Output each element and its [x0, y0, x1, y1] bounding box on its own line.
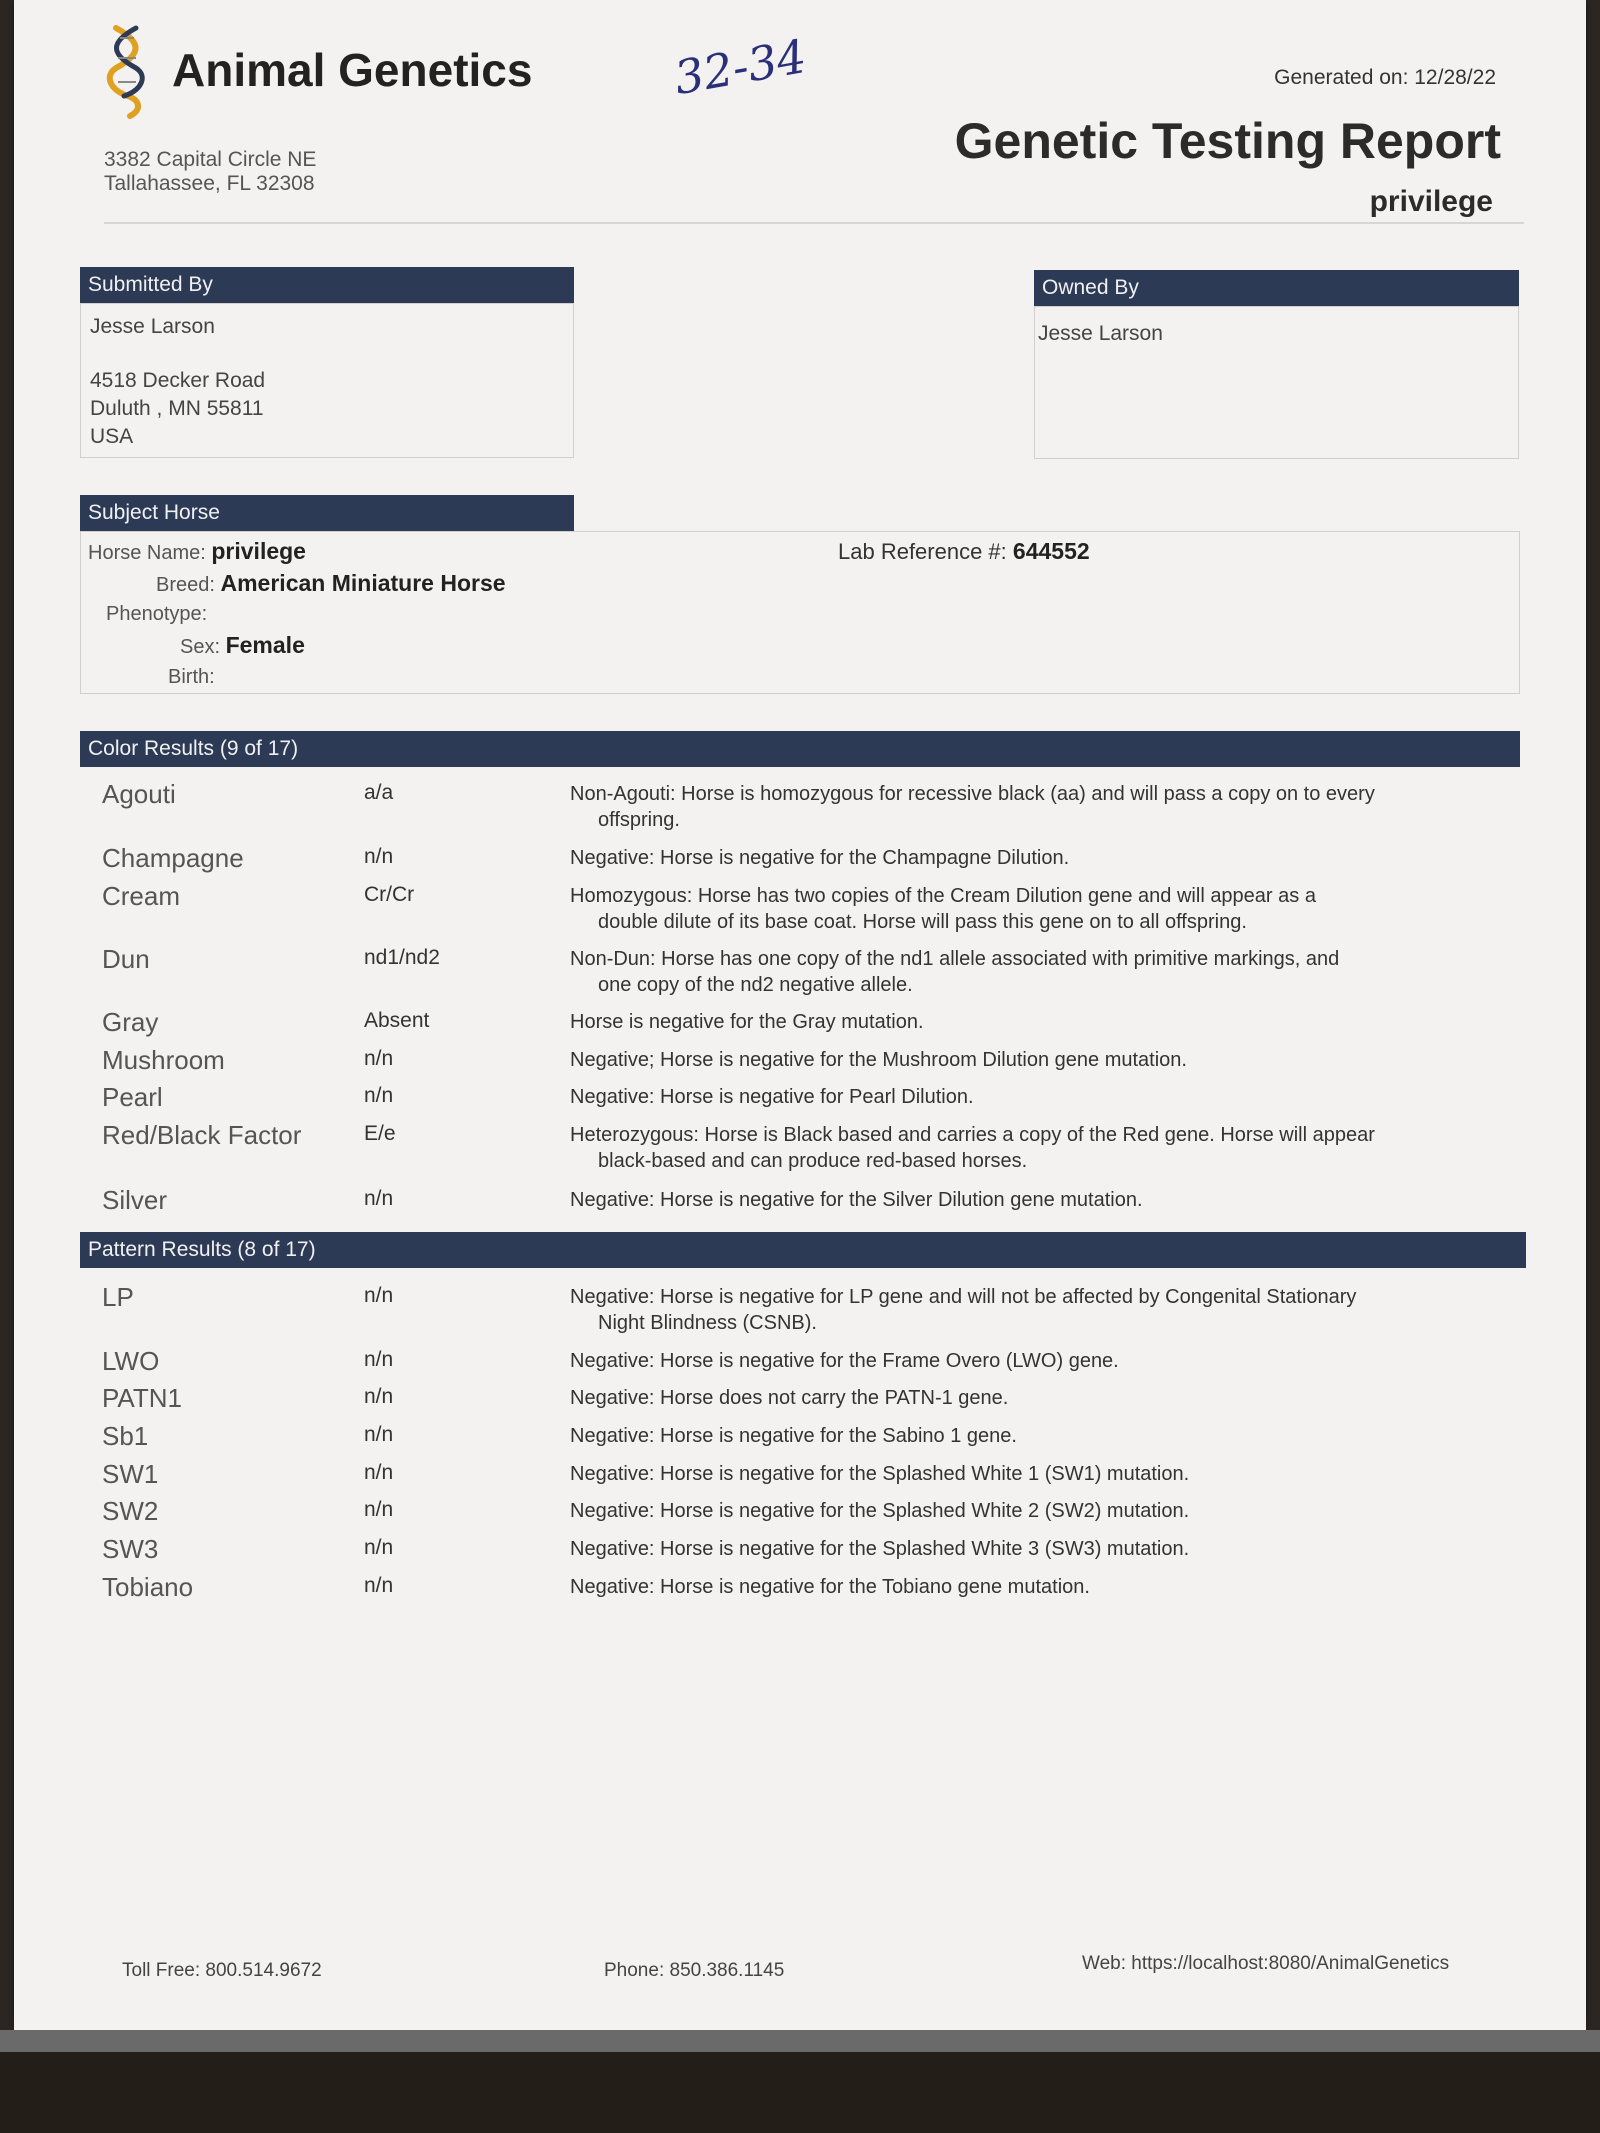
result-row: [102, 843, 1542, 881]
description-line-1: Negative: Horse is negative for the Splashed White 2 (SW2) mutation.: [570, 1500, 1190, 1522]
description-line-2: offspring.: [598, 809, 680, 831]
description-line-1: Negative: Horse is negative for the Tobiano gene mutation.: [570, 1576, 1090, 1598]
result-row: [102, 1185, 1542, 1223]
genotype: n/n: [364, 1284, 394, 1307]
phone-number: Phone: 850.386.1145: [604, 1960, 785, 1981]
result-row: [102, 1346, 1542, 1384]
lab-ref-value: 644552: [1012, 538, 1090, 564]
result-description: [570, 1009, 1600, 1035]
gene-name: Agouti: [102, 779, 176, 809]
result-description: [570, 1047, 1600, 1073]
gene-name: Tobiano: [102, 1572, 194, 1602]
result-description: [570, 1385, 1600, 1411]
result-row: [102, 1120, 1542, 1172]
description-line-1: Negative; Horse is negative for the Mushroom Dilution gene mutation.: [570, 1049, 1187, 1071]
description-line-1: Homozygous: Horse has two copies of the Cream Dilution gene and will appear as a: [570, 885, 1316, 907]
result-row: [102, 881, 1542, 933]
result-row: [102, 1534, 1542, 1572]
submitter-street: 4518 Decker Road: [90, 369, 266, 392]
description-line-1: Negative: Horse is negative for the Silver Dilution gene mutation.: [570, 1189, 1143, 1211]
submitter-country: USA: [90, 425, 134, 448]
submitter-city: Duluth , MN 55811: [90, 397, 264, 420]
birth-label: Birth:: [168, 666, 215, 688]
pattern-results-header: Pattern Results (8 of 17): [80, 1232, 1526, 1268]
subject-horse-header: Subject Horse: [80, 495, 574, 531]
logo: [106, 20, 532, 120]
horse-name-label: Horse Name:: [88, 542, 206, 564]
result-row: [102, 779, 1542, 831]
result-description: [570, 1498, 1600, 1524]
phenotype-label: Phenotype:: [106, 603, 208, 625]
sex-value: Female: [225, 632, 305, 658]
breed-label: Breed:: [156, 574, 215, 596]
phenotype-row: [106, 603, 207, 626]
result-description: [570, 1536, 1600, 1562]
owner-name: Jesse Larson: [1038, 322, 1163, 345]
genotype: a/a: [364, 781, 394, 804]
toll-free-number: Toll Free: 800.514.9672: [122, 1960, 322, 1981]
result-row: [102, 944, 1542, 996]
description-line-1: Horse is negative for the Gray mutation.: [570, 1011, 924, 1033]
genotype: n/n: [364, 1084, 394, 1107]
genotype: n/n: [364, 1348, 394, 1371]
breed-row: [156, 570, 506, 597]
genotype: n/n: [364, 1536, 394, 1559]
gene-name: Red/Black Factor: [102, 1120, 302, 1150]
horse-name-value: privilege: [211, 538, 306, 564]
description-line-1: Heterozygous: Horse is Black based and carries a copy of the Red gene. Horse will appear: [570, 1124, 1375, 1146]
handwritten-note: 32-34: [670, 28, 811, 106]
gene-name: LP: [102, 1282, 134, 1312]
background-surface: [0, 2052, 1600, 2133]
result-row: [102, 1282, 1542, 1334]
genotype: n/n: [364, 845, 394, 868]
genotype: nd1/nd2: [364, 946, 440, 969]
genotype: n/n: [364, 1461, 394, 1484]
gene-name: Champagne: [102, 843, 244, 873]
gene-name: Silver: [102, 1185, 168, 1215]
binder-edge: [0, 2030, 1600, 2052]
result-row: [102, 1383, 1542, 1421]
result-row: [102, 1459, 1542, 1497]
address-line-2: Tallahassee, FL 32308: [104, 172, 315, 195]
breed-value: American Miniature Horse: [220, 570, 506, 596]
gene-name: Sb1: [102, 1421, 149, 1451]
birth-row: [168, 666, 215, 689]
lab-address: [104, 148, 316, 196]
description-line-2: double dilute of its base coat. Horse will pass this gene on to all offspring.: [598, 911, 1247, 933]
result-row: [102, 1045, 1542, 1083]
result-description: [570, 781, 1600, 833]
description-line-1: Non-Agouti: Horse is homozygous for recessive black (aa) and will pass a copy on to every: [570, 783, 1375, 805]
genotype: n/n: [364, 1187, 394, 1210]
description-line-1: Negative: Horse is negative for the Sabino 1 gene.: [570, 1425, 1017, 1447]
result-description: [570, 1348, 1600, 1374]
gene-name: LWO: [102, 1346, 160, 1376]
genotype: n/n: [364, 1047, 394, 1070]
brand-name: Animal Genetics: [172, 44, 533, 96]
description-line-1: Negative: Horse is negative for the Splashed White 3 (SW3) mutation.: [570, 1538, 1190, 1560]
header-divider: [104, 222, 1524, 224]
result-description: [570, 1423, 1600, 1449]
dna-helix-icon: [106, 20, 152, 120]
genotype: Absent: [364, 1009, 430, 1032]
result-description: [570, 1084, 1600, 1110]
result-description: [570, 1122, 1600, 1174]
description-line-1: Negative: Horse is negative for the Frame Overo (LWO) gene.: [570, 1350, 1119, 1372]
gene-name: SW3: [102, 1534, 159, 1564]
genotype: n/n: [364, 1423, 394, 1446]
result-description: [570, 1284, 1600, 1336]
address-line-1: 3382 Capital Circle NE: [104, 148, 317, 171]
result-row: [102, 1007, 1542, 1045]
gene-name: SW1: [102, 1459, 159, 1489]
gene-name: Cream: [102, 881, 181, 911]
genotype: n/n: [364, 1385, 394, 1408]
report-subtitle: privilege: [1369, 185, 1493, 218]
lab-ref-label: Lab Reference #:: [838, 539, 1007, 564]
description-line-1: Negative: Horse is negative for the Champagne Dilution.: [570, 847, 1070, 869]
result-row: [102, 1421, 1542, 1459]
result-row: [102, 1572, 1542, 1610]
description-line-1: Negative: Horse is negative for Pearl Dilution.: [570, 1086, 974, 1108]
result-description: [570, 1187, 1600, 1213]
description-line-1: Negative: Horse is negative for LP gene and will not be affected by Congenital Stationary: [570, 1286, 1357, 1308]
horse-name-row: [88, 538, 306, 565]
report-title: Genetic Testing Report: [954, 113, 1501, 169]
sex-label: Sex:: [180, 636, 221, 658]
description-line-2: Night Blindness (CSNB).: [598, 1312, 817, 1334]
result-description: [570, 1574, 1600, 1600]
sex-row: [180, 632, 305, 659]
lab-reference: [838, 538, 1090, 565]
gene-name: Gray: [102, 1007, 159, 1037]
submitted-by-header: Submitted By: [80, 267, 574, 303]
description-line-1: Negative: Horse is negative for the Splashed White 1 (SW1) mutation.: [570, 1463, 1190, 1485]
genotype: n/n: [364, 1498, 394, 1521]
result-description: [570, 883, 1600, 935]
gene-name: Dun: [102, 944, 150, 974]
description-line-2: one copy of the nd2 negative allele.: [598, 974, 913, 996]
gene-name: PATN1: [102, 1383, 182, 1413]
result-row: [102, 1082, 1542, 1120]
result-description: [570, 1461, 1600, 1487]
submitter-name: Jesse Larson: [90, 315, 215, 338]
submitted-by-details: [90, 313, 265, 451]
description-line-1: Non-Dun: Horse has one copy of the nd1 allele associated with primitive markings, and: [570, 948, 1340, 970]
gene-name: Pearl: [102, 1082, 163, 1112]
web-url: Web: https://localhost:8080/AnimalGenetics: [1082, 1953, 1450, 1974]
result-description: [570, 946, 1600, 998]
description-line-1: Negative: Horse does not carry the PATN-1 gene.: [570, 1387, 1009, 1409]
genotype: E/e: [364, 1122, 396, 1145]
generated-date: Generated on: 12/28/22: [1274, 66, 1496, 89]
result-description: [570, 845, 1600, 871]
owned-by-header: Owned By: [1034, 270, 1519, 306]
color-results-header: Color Results (9 of 17): [80, 731, 1520, 767]
genotype: n/n: [364, 1574, 394, 1597]
gene-name: SW2: [102, 1496, 159, 1526]
result-row: [102, 1496, 1542, 1534]
gene-name: Mushroom: [102, 1045, 225, 1075]
report-page: [14, 0, 1586, 2030]
description-line-2: black-based and can produce red-based horses.: [598, 1150, 1028, 1172]
genotype: Cr/Cr: [364, 883, 415, 906]
